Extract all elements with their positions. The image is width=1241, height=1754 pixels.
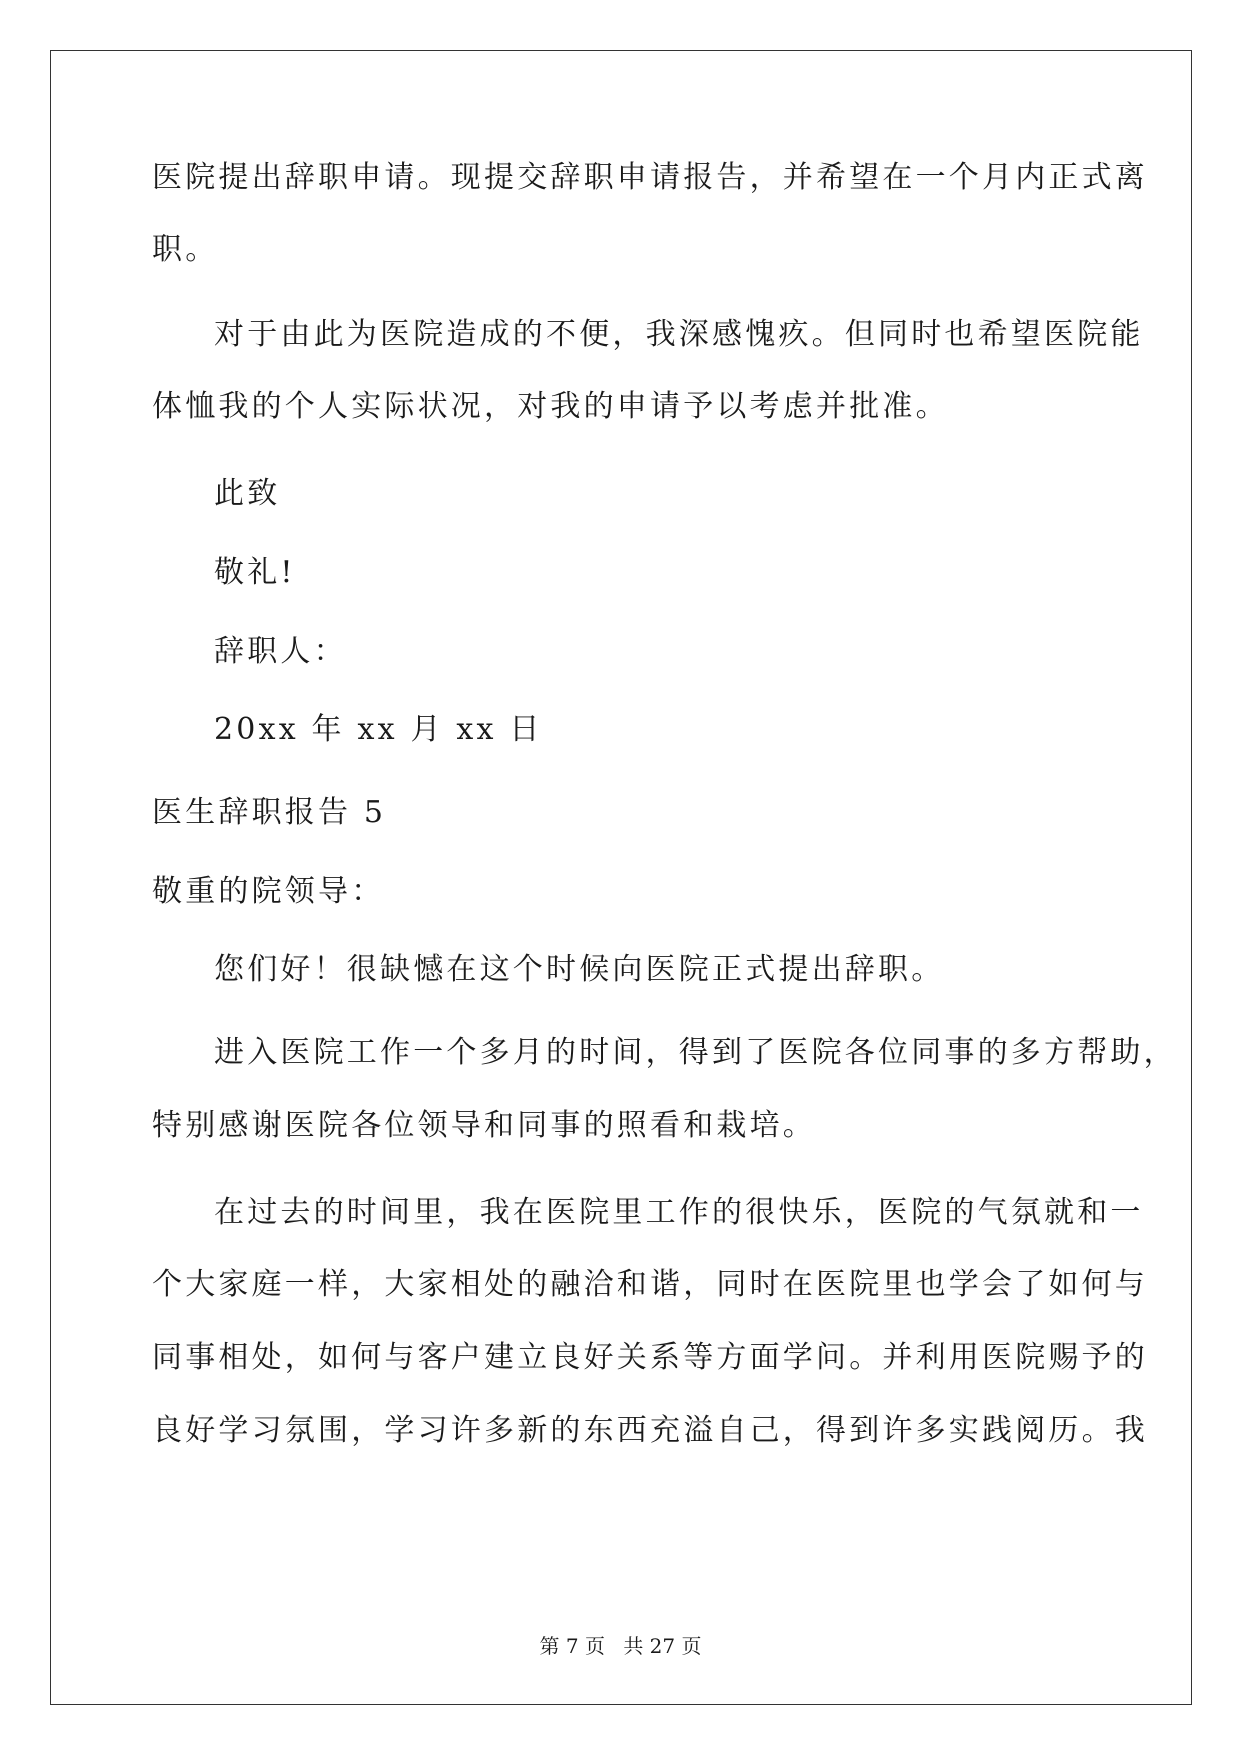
text-line: 职。 [152,232,219,267]
salutation-line: 敬礼! [214,555,296,590]
text-line: 体恤我的个人实际状况，对我的申请予以考虑并批准。 [152,389,949,424]
text-line: 良好学习氛围，学习许多新的东西充溢自己，得到许多实践阅历。我 [152,1413,1148,1448]
page-footer [0,1634,1241,1658]
page-number: 第 7 页 [539,1634,605,1658]
text-line: 医院提出辞职申请。现提交辞职申请报告，并希望在一个月内正式离 [152,160,1148,195]
text-line: 同事相处，如何与客户建立良好关系等方面学问。并利用医院赐予的 [152,1340,1148,1375]
text-line: 在过去的时间里，我在医院里工作的很快乐，医院的气氛就和一 [214,1195,1144,1230]
signature-line: 辞职人： [214,634,347,669]
text-line: 特别感谢医院各位领导和同事的照看和栽培。 [152,1108,816,1143]
date-line: 20xx 年 xx 月 xx 日 [214,712,543,747]
text-line: 进入医院工作一个多月的时间，得到了医院各位同事的多方帮助， [214,1035,1177,1070]
text-line: 对于由此为医院造成的不便，我深感愧疚。但同时也希望医院能 [214,317,1144,352]
text-line: 个大家庭一样，大家相处的融洽和谐，同时在医院里也学会了如何与 [152,1267,1148,1302]
page-total: 共 27 页 [623,1634,702,1658]
addressee-line: 敬重的院领导： [152,874,385,909]
section-title: 医生辞职报告 5 [152,795,387,830]
closing-line: 此致 [214,476,281,511]
text-line: 您们好！很缺憾在这个时候向医院正式提出辞职。 [214,952,945,987]
